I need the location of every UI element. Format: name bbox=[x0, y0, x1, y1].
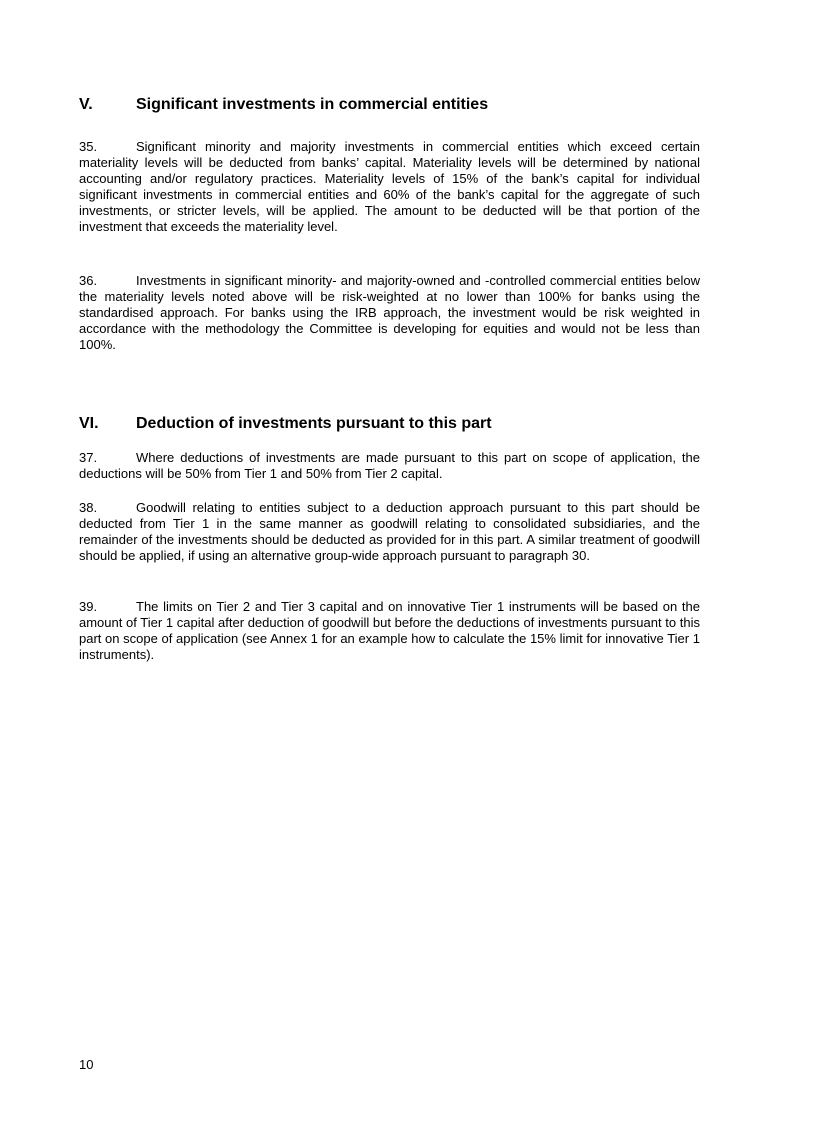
paragraph-number: 36. bbox=[79, 273, 98, 288]
paragraph-number: 35. bbox=[79, 139, 98, 154]
section-heading-v bbox=[79, 95, 700, 115]
section-heading-vi bbox=[79, 414, 700, 434]
paragraph-number: 38. bbox=[79, 500, 98, 515]
paragraph-35 bbox=[79, 139, 700, 236]
section-number: VI. bbox=[79, 415, 99, 432]
section-number: V. bbox=[79, 96, 93, 113]
paragraph-text: Significant minority and majority investments in commercial entities which exceed certain materiality levels will be deducted from banks’ capital. Materiality levels will be determined by national accounting and/or regulatory practices. Materiality levels of 15% of the bank’s capital for individual significant investments in commercial entities and 60% of the bank’s capital for the aggregate of such investments, or stricter levels, will be applied. The amount to be deducted will be that portion of the investment that exceeds the materiality level. bbox=[79, 139, 700, 235]
paragraph-number: 39. bbox=[79, 599, 98, 614]
paragraph-text: Goodwill relating to entities subject to a deduction approach pursuant to this part should be deducted from Tier 1 in the same manner as goodwill relating to consolidated subsidiaries, and the remainder of the investments should be deducted as provided for in this part. A similar treatment of goodwill should be applied, if using an alternative group-wide approach pursuant to paragraph 30. bbox=[79, 500, 700, 564]
page-number: 10 bbox=[79, 1057, 94, 1072]
paragraph-text: Where deductions of investments are made pursuant to this part on scope of application, the deductions will be 50% from Tier 1 and 50% from Tier 2 capital. bbox=[79, 450, 700, 482]
paragraph-text: The limits on Tier 2 and Tier 3 capital and on innovative Tier 1 instruments will be based on the amount of Tier 1 capital after deduction of goodwill but before the deductions of investments pursuant to this part on scope of application (see Annex 1 for an example how to calculate the 15% limit for innovative Tier 1 instruments). bbox=[79, 599, 700, 663]
section-title: Deduction of investments pursuant to this part bbox=[136, 415, 492, 432]
paragraph-text: Investments in significant minority- and majority-owned and -controlled commercial entities below the materiality levels noted above will be risk-weighted at no lower than 100% for banks using the standardised approach. For banks using the IRB approach, the investment would be risk weighted in accordance with the methodology the Committee is developing for equities and would not be less than 100%. bbox=[79, 273, 700, 353]
section-title: Significant investments in commercial entities bbox=[136, 96, 489, 113]
paragraph-39 bbox=[79, 599, 700, 663]
paragraph-38 bbox=[79, 500, 700, 564]
paragraph-36 bbox=[79, 273, 700, 353]
paragraph-37 bbox=[79, 450, 700, 482]
paragraph-number: 37. bbox=[79, 450, 98, 465]
